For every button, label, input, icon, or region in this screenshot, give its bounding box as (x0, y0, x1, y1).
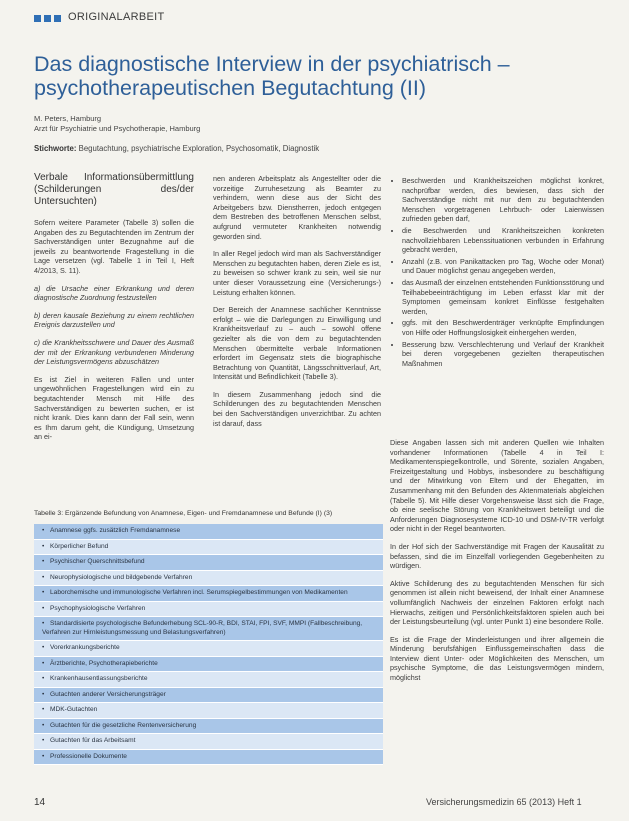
bullet-icon: • (42, 659, 45, 667)
enumerated-item: b) deren kausale Beziehung zu einem rechtlichen Ereignis darzustellen und (34, 310, 194, 330)
table-cell: Gutachten anderer Versicherungsträger (50, 690, 166, 698)
paragraph: Der Bereich der Anamnese sachlicher Kenntnisse erfolgt – wie die Darlegungen zu Einwilligung und Krankheitsverlauf zu – auch – sowohl offene gezielter als die von dem zu begutachtenden Menschen übermittelte verbale Informationen erfordert im Gegensatz stets die biographische Betrachtung von Quantität, Längsschnittverlauf, Art, Intensität und Befindlichkeit (Tabelle 3). (213, 305, 381, 382)
bullet-icon: • (42, 721, 45, 729)
table-row (34, 602, 383, 618)
bullet-item: • die Beschwerden und Krankheitszeichen konkreten nachvollziehbaren Lebenssituationen verbunden in Erfahrung gebracht werden, (402, 226, 604, 255)
journal-reference: Versicherungsmedizin 65 (2013) Heft 1 (426, 797, 582, 807)
table-cell: Vorerkrankungsberichte (50, 644, 120, 651)
text-column-2 (213, 174, 381, 436)
marker-square (54, 15, 61, 22)
table-row (34, 734, 383, 750)
paragraph: Es ist Ziel in weiteren Fällen und unter ungewöhnlichen Fragestellungen wird ein zu begutachtender Mensch mit Hilfe des Sachverständigen zu bewerten suchen, er ist nicht krank. Dies kann dann der Fall sein, wenn es Ihm darum geht, die Kündigung, Umsetzung an ei- (34, 374, 194, 442)
marker-square (44, 15, 51, 22)
page-number: 14 (34, 797, 46, 808)
bullet-icon: • (42, 737, 45, 744)
table-row (34, 672, 383, 688)
enumerated-item: c) die Krankheitsschwere und Dauer des Ausmaß der mit der Erkrankung verbundenen Minderung der Leistungsvermögens abzuschätzen (34, 337, 194, 367)
bullet-item: • Anzahl (z.B. von Panikattacken pro Tag, Woche oder Monat) und Dauer möglichst genau angegeben werden, (402, 257, 604, 276)
paragraph: Es ist die Frage der Minderleistungen und ihrer allgemein die Minderung berufsfähigen Einflussgemeinschaften dass die Interview dient Unter- oder Möglichkeiten des Menschen, um psychische Symptome, die das Leistungsvermögen mindern, möglichst (390, 634, 604, 683)
bullet-icon: • (42, 558, 45, 565)
table-cell: Gutachten für das Arbeitsamt (50, 737, 136, 744)
table-cell: Professionelle Dokumente (50, 752, 127, 760)
table-row (34, 540, 383, 556)
table-cell: Ärztberichte, Psychotherapieberichte (50, 659, 158, 667)
table-row (34, 657, 383, 673)
table-3 (34, 524, 383, 765)
marker-square (34, 15, 41, 22)
section-heading: Verbale Informationsübermittlung (Schilderungen des/der Untersuchten) (34, 172, 194, 207)
paragraph: Diese Angaben lassen sich mit anderen Quellen wie Inhalten vorhandener Informationen (Tabelle 4 in Teil I: Medikamentenspiegelkontrolle, und Sörente, sozialen Angaben, Freizeitgestaltung und Hobbys, insbesondere zu beschäftigung und der Mitwirkung von Eltern und der Ehegatten, im Zusammenhang mit den Befunden des Aktenmaterials abgleichen (Tabelle 5). Mit Hilfe dieser Vorgehensweise lässt sich die Frage, ob eine seelische Störung von Krankheitswert beteiligt und die Anforderungen Diagnosesysteme ICD-10 und DSM-IV-TR verfolgt oder nicht in der Regel beantworten. (390, 438, 604, 534)
text-column-1 (34, 172, 194, 450)
enumerated-item: a) die Ursache einer Erkrankung und deren diagnostische Zuordnung festzustellen (34, 283, 194, 303)
table-row (34, 524, 383, 540)
table-cell: Psychophysiologische Verfahren (50, 604, 146, 612)
paragraph: nen anderen Arbeitsplatz als Angestellter oder die vorzeitige Zurruhesetzung als Beamter zu verhindern, wenn diese aus der Sicht des Arbeitgebers bzw. Dienstherren, jedoch entgegen dem Bestreben des betroffenen Menschen selbst, aufgrund vermuteter Krankheiten notwendig geworden sind. (213, 174, 381, 241)
author-block (34, 114, 434, 134)
text-column-3-body (390, 438, 604, 691)
section-marker-squares (34, 15, 61, 22)
table-row (34, 688, 383, 704)
author-affiliation: Arzt für Psychiatrie und Psychotherapie, Hamburg (34, 124, 201, 133)
table-cell: Standardisierte psychologische Befunderhebung SCL-90-R, BDI, STAI, FPI, SVF, MMPI (Fallbeschreibung, Verfahren zur Hirnleistungsmessung und Belastungsverfahren) (42, 620, 363, 636)
table-row (34, 555, 383, 571)
table-row (34, 571, 383, 587)
bullet-icon: • (42, 573, 45, 581)
bullet-item: • das Ausmaß der einzelnen entstehenden Funktionsstörung und Teilhabebeeinträchtigung im Leben erfasst klar mit der Symptomen gemeinsam konkret Einflüsse festgehalten werden, (402, 278, 604, 316)
keywords-line (34, 144, 609, 154)
table-caption: Tabelle 3: Ergänzende Befundung von Anamnese, Eigen- und Fremdanamnese und Befunde (I) (3) (34, 510, 333, 517)
bullet-icon: • (42, 604, 45, 612)
table-cell: Anamnese ggfs. zusätzlich Fremdanamnese (50, 527, 181, 534)
bullet-item: • Beschwerden und Krankheitszeichen möglichst konkret, nachprüfbar werden, dies bewiesen, dass sich der Sachverständige nicht mit nur dem zu begutachtenden Menschen vorgetragenen Lehrbuch- oder Laienwissen zufrieden geben darf, (402, 176, 604, 224)
table-row (34, 617, 383, 641)
bullet-item: • ggfs. mit den Beschwerdenträger verknüpfte Empfindungen von Hilfe oder Hoffnungslosigkeit einhergehen werden, (402, 318, 604, 337)
bullet-item: • Besserung bzw. Verschlechterung und Verlauf der Krankheit bei deren vorgegebenen gezielten therapeutischen Maßnahmen (402, 340, 604, 369)
paragraph: In der Hof sich der Sachverständige mit Fragen der Kausalität zu befassen, sind die im Einzelfall vorliegenden Gegebenheiten zu würdigen. (390, 541, 604, 571)
table-row (34, 719, 383, 735)
keywords-text: Begutachtung, psychiatrische Exploration, Psychosomatik, Diagnostik (78, 144, 320, 153)
paragraph: Sofern weitere Parameter (Tabelle 3) sollen die Angaben des zu Begutachtenden im Zentrum der Sachverständigen unter Bezugnahme auf die jeweils zu beantwortende Fragestellung in die Lage versetzen (vgl. Tabelle 1 in Teil I, Heft 4/2013, S. 11). (34, 218, 194, 275)
table-cell: Laborchemische und immunologische Verfahren incl. Serumspiegelbestimmungen von Medikamenten (50, 589, 348, 596)
keywords-label: Stichworte: (34, 144, 77, 153)
bullet-icon: • (42, 644, 45, 651)
author-name: M. Peters, Hamburg (34, 114, 102, 123)
paragraph: In aller Regel jedoch wird man als Sachverständiger Menschen zu begutachten haben, deren Ziele es ist, zu beweisen so schwer krank zu sein, weil sie nur unter dieser Voraussetzung eine (Versicherungs-) Leistung erhalten können. (213, 249, 381, 297)
bullet-icon: • (42, 589, 45, 596)
table-cell: MDK-Gutachten (50, 706, 98, 713)
text-column-3-bullets (390, 176, 604, 376)
table-cell: Krankenhausentlassungsberichte (50, 675, 148, 682)
bullet-icon: • (42, 542, 45, 550)
table-cell: Psychischer Querschnittsbefund (50, 558, 145, 565)
section-label: ORIGINALARBEIT (68, 11, 165, 23)
bullet-icon: • (42, 527, 45, 534)
table-cell: Gutachten für die gesetzliche Rentenversicherung (50, 721, 197, 729)
bullet-icon: • (42, 752, 45, 760)
article-title: Das diagnostische Interview in der psychiatrisch – psychotherapeutischen Begutachtung (II) (34, 52, 510, 100)
bullet-icon: • (42, 690, 45, 698)
table-row (34, 750, 383, 766)
table-row (34, 703, 383, 719)
bullet-icon: • (42, 706, 45, 713)
paragraph: In diesem Zusammenhang jedoch sind die Schilderungen des zu begutachtenden Menschen bei den Sachverständigen unverzichtbar. Zu achten ist darauf, dass (213, 389, 381, 428)
bullet-icon: • (42, 675, 45, 682)
table-cell: Neurophysiologische und bildgebende Verfahren (50, 573, 193, 581)
table-row (34, 586, 383, 602)
table-row (34, 641, 383, 657)
paragraph: Aktive Schilderung des zu begutachtenden Menschen für sich genommen ist allein nicht beweisend, der Inhalt einer Anamnese vollumfänglich Nachweis der einzelnen Faktoren erfolgt nach Hierwachs, zeitigen und Persönlichkeitsfaktoren spielen auch bei der Leistungsbeurteilung (vgl. unter Punkt 1) eine besondere Rolle. (390, 578, 604, 627)
bullet-icon: • (42, 620, 45, 627)
table-cell: Körperlicher Befund (50, 542, 109, 550)
bullet-list (390, 176, 604, 368)
